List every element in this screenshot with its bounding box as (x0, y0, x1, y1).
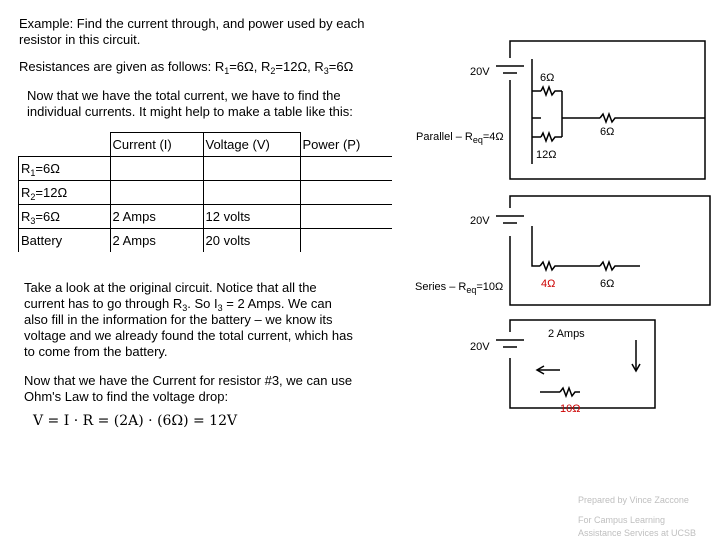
resistor-6-right (600, 114, 705, 122)
table-header-cell: Power (P) (300, 133, 392, 157)
resistor-4 (540, 262, 600, 270)
table-cell: 2 Amps (110, 205, 203, 229)
circuit3-r-eq-label: 10Ω (560, 403, 581, 415)
circuit1-battery-label: 20V (470, 66, 490, 78)
credit-text: Prepared by Vince Zaccone (578, 495, 689, 505)
table-header-cell: Current (I) (110, 133, 203, 157)
table-cell: 12 volts (203, 205, 300, 229)
circuit2-battery-label: 20V (470, 215, 490, 227)
circuit3-current-label: 2 Amps (548, 328, 585, 340)
resistor-6-top (541, 87, 562, 95)
table-row-label: $R_3=6\Omega$ (19, 205, 111, 229)
circuit1-r-top-label: 6Ω (540, 72, 555, 84)
resistor-12-bottom (541, 133, 562, 141)
table-cell: 2 Amps (110, 229, 203, 253)
parallel-label: Parallel – $R_{eq}=4\Omega$ (416, 131, 504, 145)
credit-text: For Campus Learning Assistance Services at UCSB (578, 515, 697, 538)
ohm-equation: V = I · R = (2A) · (6Ω) = 12V (33, 413, 238, 429)
wire (532, 226, 540, 266)
total-current-text: Now that we have the total current, we have to find the individual currents. It might help to make a table like this: (27, 88, 353, 119)
table-cell: 20 volts (203, 229, 300, 253)
ohm-paragraph: Now that we have the Current for resistor #3, we can use Ohm's Law to find the voltage drop: (24, 373, 353, 404)
circuit2-r-right-label: 6Ω (600, 278, 615, 290)
resistor-10 (560, 388, 580, 396)
intro-text: Example: Find the current through, and power used by each resistor in this circuit. (19, 16, 365, 47)
series-label: Series – $R_{eq}=10\Omega$ (415, 281, 504, 295)
circuit1-r-right-label: 6Ω (600, 126, 615, 138)
table-row-label: $R_2=12\Omega$ (19, 181, 111, 205)
table-header-cell: Voltage (V) (203, 133, 300, 157)
circuit2-r-left-label: 4Ω (541, 278, 556, 290)
circuit1-r-bottom-label: 12Ω (536, 149, 557, 161)
resistor-6 (600, 262, 640, 270)
circuit3-battery-label: 20V (470, 341, 490, 353)
resistances-text: Resistances are given as follows: $R_1=6\Omega$, $R_2=12\Omega$, $R_3=6\Omega$ (19, 59, 354, 76)
table-row-label: $R_1=6\Omega$ (19, 157, 111, 181)
look-paragraph: Take a look at the original circuit. Notice that all the current has to go through $R_3$. So $I_3 = 2$ Amps. We can also fill in the information for the battery – we know its voltage and we already found the total current, which has to come from the battery. (24, 280, 353, 359)
table-row-label: Battery (19, 229, 111, 253)
